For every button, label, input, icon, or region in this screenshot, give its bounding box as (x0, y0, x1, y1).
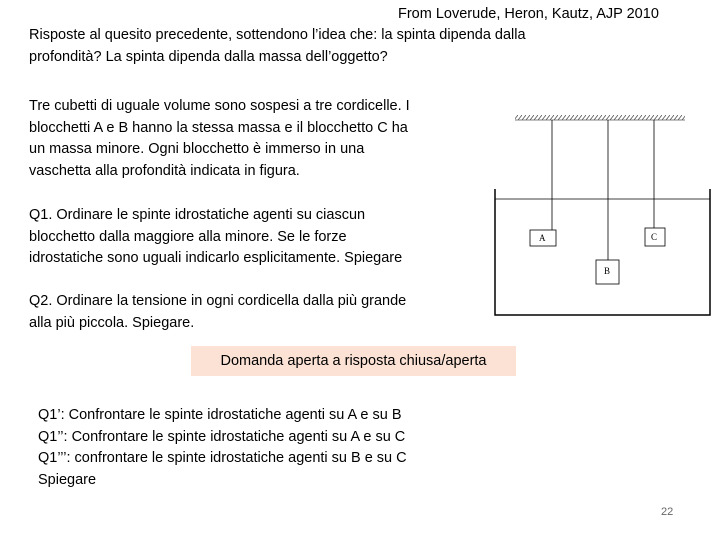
setup-line: vaschetta alla profondità indicata in figura. (29, 162, 300, 179)
question-1-line: blocchetto dalla maggiore alla minore. Se le forze (29, 228, 347, 245)
source-citation: From Loverude, Heron, Kautz, AJP 2010 (398, 6, 659, 22)
setup-line: blocchetti A e B hanno la stessa massa e il blocchetto C ha (29, 119, 408, 136)
setup-paragraph (29, 96, 410, 182)
question-1-line: idrostatiche sono uguali indicarlo esplicitamente. Spiegare (29, 250, 403, 266)
question-1 (29, 205, 402, 270)
question-1-line: Q1. Ordinare le spinte idrostatiche agenti su ciascun (29, 207, 366, 223)
tank (495, 189, 710, 315)
intro-line: profondità? La spinta dipenda dalla massa dell’oggetto? (29, 48, 388, 65)
tank-figure (490, 105, 715, 320)
page-number: 22 (661, 506, 674, 518)
subquestion-line: Q1’: Confrontare le spinte idrostatiche agenti su A e su B (38, 407, 402, 423)
block-c-label: C (651, 232, 658, 242)
ceiling-support (515, 115, 685, 120)
subquestion-line: Q1’’’: confrontare le spinte idrostatiche agenti su B e su C (38, 450, 407, 466)
intro-paragraph (29, 25, 526, 68)
block-b-label: B (604, 266, 611, 276)
subquestion-line: Q1’’: Confrontare le spinte idrostatiche agenti su A e su C (38, 428, 406, 445)
question-1-subquestions (38, 405, 407, 491)
setup-line: Tre cubetti di uguale volume sono sospesi a tre cordicelle. I (29, 98, 410, 114)
subquestion-line: Spiegare (38, 471, 97, 488)
question-2-line: alla più piccola. Spiegare. (29, 314, 195, 331)
block-a-label: A (539, 233, 546, 243)
question-2-line: Q2. Ordinare la tensione in ogni cordicella dalla più grande (29, 293, 407, 309)
question-2 (29, 291, 406, 334)
setup-line: un massa minore. Ogni blocchetto è immerso in una (29, 141, 365, 157)
question-type-label: Domanda aperta a risposta chiusa/aperta (191, 346, 516, 376)
intro-line: Risposte al quesito precedente, sottendono l’idea che: la spinta dipenda dalla (29, 27, 526, 43)
